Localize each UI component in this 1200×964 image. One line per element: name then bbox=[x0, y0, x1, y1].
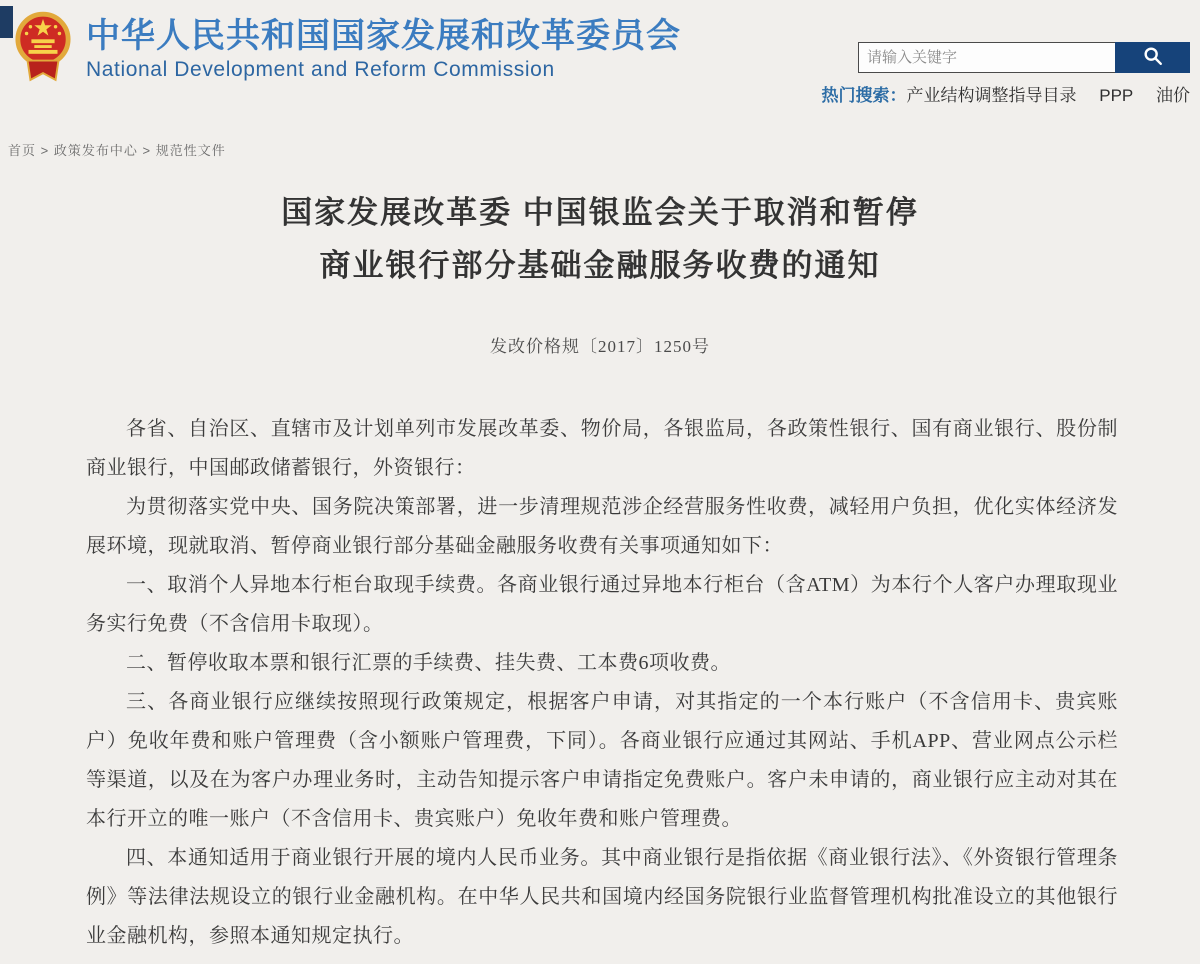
national-emblem-icon bbox=[14, 10, 72, 86]
document-area bbox=[0, 186, 1200, 956]
scan-corner-artifact bbox=[0, 6, 13, 38]
breadcrumb bbox=[8, 140, 226, 159]
search-button[interactable] bbox=[1115, 42, 1190, 73]
document-paragraph: 各省、自治区、直辖市及计划单列市发展改革委、物价局，各银监局，各政策性银行、国有商业银行、股份制商业银行，中国邮政储蓄银行，外资银行： bbox=[86, 418, 1118, 479]
search-input[interactable] bbox=[858, 42, 1115, 73]
hot-search-link[interactable]: 产业结构调整指导目录 bbox=[906, 86, 1077, 105]
search-bar bbox=[858, 42, 1190, 73]
breadcrumb-item[interactable]: 规范性文件 bbox=[155, 143, 226, 158]
hot-search-row bbox=[822, 81, 1191, 106]
document-paragraph: 为贯彻落实党中央、国务院决策部署，进一步清理规范涉企经营服务性收费，减轻用户负担，优化实体经济发展环境，现就取消、暂停商业银行部分基础金融服务收费有关事项通知如下： bbox=[86, 496, 1118, 557]
document-number: 发改价格规〔2017〕1250号 bbox=[490, 337, 710, 356]
document-paragraph: 三、各商业银行应继续按照现行政策规定，根据客户申请，对其指定的一个本行账户（不含信用卡、贵宾账户）免收年费和账户管理费（含小额账户管理费，下同）。各商业银行应通过其网站、手机APP、营业网点公示栏等渠道，以及在为客户办理业务时，主动告知提示客户申请指定免费账户。客户未申请的，商业银行应主动对其在本行开立的唯一账户（不含信用卡、贵宾账户）免收年费和账户管理费。 bbox=[86, 691, 1118, 830]
search-icon bbox=[1142, 45, 1164, 70]
site-title-en: National Development and Reform Commission bbox=[86, 58, 555, 81]
document-paragraph: 四、本通知适用于商业银行开展的境内人民币业务。其中商业银行是指依据《商业银行法》、《外资银行管理条例》等法律法规设立的银行业金融机构。在中华人民共和国境内经国务院银行业监督管理机构批准设立的其他银行业金融机构，参照本通知规定执行。 bbox=[86, 847, 1118, 947]
site-title-block bbox=[86, 16, 681, 82]
document-paragraph: 一、取消个人异地本行柜台取现手续费。各商业银行通过异地本行柜台（含ATM）为本行个人客户办理取现业务实行免费（不含信用卡取现）。 bbox=[86, 574, 1118, 635]
hot-search-label: 热门搜索： bbox=[821, 86, 907, 105]
hot-search-link[interactable]: PPP bbox=[1099, 86, 1134, 105]
document-body bbox=[0, 410, 1200, 956]
breadcrumb-item[interactable]: 政策发布中心 > bbox=[54, 143, 156, 158]
site-title-zh: 中华人民共和国国家发展和改革委员会 bbox=[86, 17, 681, 55]
document-title-line: 国家发展改革委 中国银监会关于取消和暂停 bbox=[281, 195, 919, 230]
document-title bbox=[0, 186, 1200, 292]
hot-search-links bbox=[907, 81, 1191, 106]
document-paragraph: 二、暂停收取本票和银行汇票的手续费、挂失费、工本费6项收费。 bbox=[126, 652, 731, 674]
hot-search-link[interactable]: 油价 bbox=[1156, 86, 1190, 105]
breadcrumb-item[interactable]: 首页 > bbox=[8, 143, 54, 158]
document-title-line: 商业银行部分基础金融服务收费的通知 bbox=[319, 248, 881, 283]
